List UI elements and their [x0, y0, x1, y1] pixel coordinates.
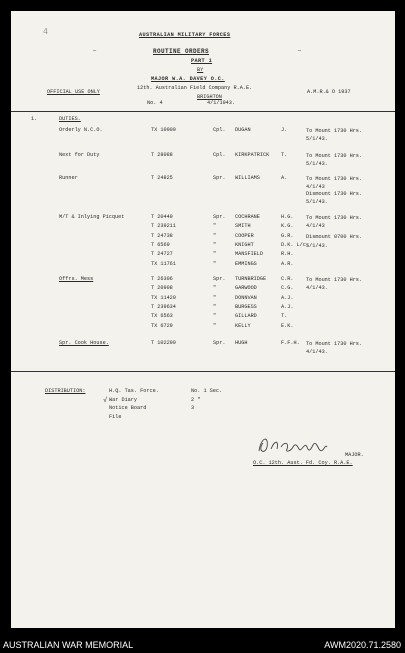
initials: H.G.: [281, 214, 294, 220]
reference: A.M.R.& O 1937: [307, 89, 351, 95]
soldier-name: DUGAN: [235, 127, 251, 133]
signature-rank: MAJOR.: [345, 452, 364, 458]
initials: K.G.: [281, 223, 294, 230]
soldier-name: BURGESS: [235, 303, 257, 310]
soldier-name: KNIGHT: [235, 241, 254, 248]
service-number: T 6569: [151, 241, 170, 248]
rank: ": [213, 260, 217, 267]
soldier-name: DONNVAN: [235, 294, 257, 301]
service-number: TX 6729: [151, 322, 173, 329]
initials: E.K.: [281, 322, 294, 329]
duty-remark: Dismount 0700 Hrs.: [306, 233, 363, 240]
service-number: TX 11761: [151, 260, 176, 267]
order-date: 4/1/1943.: [207, 100, 236, 106]
initials: R.H.: [281, 251, 294, 258]
unit-line: 12th. Australian Field Company R.A.E.: [137, 85, 253, 91]
service-number: TX 6563: [151, 313, 173, 320]
duty-label: Orderly N.C.O.: [59, 127, 103, 133]
duty-label: Next for Duty: [59, 152, 100, 158]
rank: ": [213, 241, 217, 248]
initials: D.K. L/c.: [281, 241, 310, 248]
duty-label: M/T & Inlying Picquet: [59, 214, 125, 220]
soldier-name: KIRKPATRICK: [235, 152, 270, 158]
rank: Spr.: [213, 276, 226, 282]
soldier-name: WILLIAMS: [235, 175, 260, 181]
major-line: MAJOR W.A. DAVEY O.C.: [151, 76, 225, 82]
signature-handwriting: [253, 431, 343, 457]
distribution-copy: 3: [191, 405, 195, 412]
initials: T.: [281, 152, 288, 158]
service-number: T 20908: [151, 285, 173, 292]
dash-right: —: [298, 48, 302, 54]
duty-label: Offrs. Mess: [59, 276, 94, 282]
initials: G.R.: [281, 232, 294, 239]
service-number: T 239634: [151, 303, 176, 310]
distribution-copy: No. 1 Sec.: [191, 388, 223, 394]
soldier-name: COOPER: [235, 232, 254, 239]
initials: T.: [281, 313, 288, 320]
rank: Spr.: [213, 214, 226, 220]
duty-label: Spr. Cook House.: [59, 340, 109, 346]
service-number: TX 10909: [151, 127, 176, 133]
document-sheet: [11, 11, 395, 628]
duty-remark: To Mount 1730 Hrs. 4/1/43 Dismount 1730 Hrs. 5/1/43.: [306, 176, 363, 205]
soldier-name: HUGH: [235, 340, 248, 346]
distribution-copy: 2 ": [191, 396, 201, 403]
duty-remark: To Mount 1730 Hrs. 5/1/43.: [306, 128, 363, 142]
soldier-name: MANSFIELD: [235, 251, 264, 258]
initials: A.J.: [281, 303, 294, 310]
signature-title: O.C. 12th. Aust. Fd. Coy. R.A.E.: [253, 460, 353, 466]
initials: F.F.H.: [281, 340, 300, 346]
service-number: T 239211: [151, 223, 176, 230]
initials: C.R.: [281, 276, 294, 282]
footer-accession: AWM2020.71.2580: [324, 640, 401, 650]
by-label: BY: [197, 67, 204, 73]
duty-remark: To Mount 1730 Hrs. 4/1/43.: [306, 277, 363, 291]
distribution-recipient: File: [109, 413, 122, 420]
initials: C.G.: [281, 285, 294, 292]
initials: J.: [281, 127, 288, 133]
official-use: OFFICIAL USE ONLY: [47, 89, 100, 95]
duty-remark: To Mount 1730 Hrs. 5/1/43.: [306, 153, 363, 167]
section-title: DUTIES.: [59, 116, 81, 122]
soldier-name: KELLY: [235, 322, 251, 329]
rank: ": [213, 232, 217, 239]
rank: ": [213, 313, 217, 320]
soldier-name: COCHRANE: [235, 214, 260, 220]
rank: Cpl.: [213, 152, 226, 158]
distribution-recipient: Notice Board: [109, 405, 147, 412]
rank: Spr.: [213, 340, 226, 346]
initials: A.J.: [281, 294, 294, 301]
rank: Spr.: [213, 175, 226, 181]
pencil-mark: 4: [43, 27, 49, 36]
distribution-recipient: War Diary: [109, 396, 138, 403]
archive-footer: [0, 637, 405, 653]
service-number: T 24727: [151, 251, 173, 258]
rank: ": [213, 322, 217, 329]
rank: ": [213, 285, 217, 292]
duty-remark: To Mount 1730 Hrs. 4/1/43: [306, 215, 363, 229]
soldier-name: EMMINGS: [235, 260, 257, 267]
duty-remark: To Mount 1730 Hrs. 4/1/43.: [306, 341, 363, 355]
section-number: 1.: [31, 116, 38, 122]
service-number: T 24825: [151, 175, 173, 181]
footer-institution: AUSTRALIAN WAR MEMORIAL: [3, 640, 134, 650]
rank: ": [213, 251, 217, 258]
location: BRIGHTON: [197, 94, 222, 100]
distribution-recipient: H.Q. Tas. Force.: [109, 388, 159, 394]
distribution-label: DISTRIBUTION:: [45, 388, 86, 394]
check-mark: √: [103, 396, 108, 405]
service-number: T 102299: [151, 340, 176, 346]
service-number: T 20449: [151, 214, 173, 220]
signature-block: [253, 431, 364, 466]
document-title: ROUTINE ORDERS: [153, 48, 210, 55]
soldier-name: TURNBRIDGE: [235, 276, 267, 282]
service-number: T 28088: [151, 152, 173, 158]
duty-remark: 5/1/43.: [306, 242, 328, 249]
rank: Cpl.: [213, 127, 226, 133]
dash-left: —: [93, 48, 97, 54]
soldier-name: SMITH: [235, 223, 251, 230]
rank: ": [213, 294, 217, 301]
service-number: T 24738: [151, 232, 173, 239]
footer-rule: [11, 371, 395, 372]
soldier-name: GARWOOD: [235, 285, 257, 292]
service-number: T 26306: [151, 276, 173, 282]
rank: ": [213, 303, 217, 310]
initials: A.: [281, 175, 288, 181]
header-rule: [11, 111, 395, 112]
service-number: TX 11420: [151, 294, 176, 301]
force-heading: AUSTRALIAN MILITARY FORCES: [139, 32, 231, 38]
order-number: No. 4: [147, 100, 163, 106]
soldier-name: GILLARD: [235, 313, 257, 320]
duty-label: Runner: [59, 175, 78, 181]
initials: A.R.: [281, 260, 294, 267]
part-label: PART 1: [191, 58, 213, 64]
rank: ": [213, 223, 217, 230]
